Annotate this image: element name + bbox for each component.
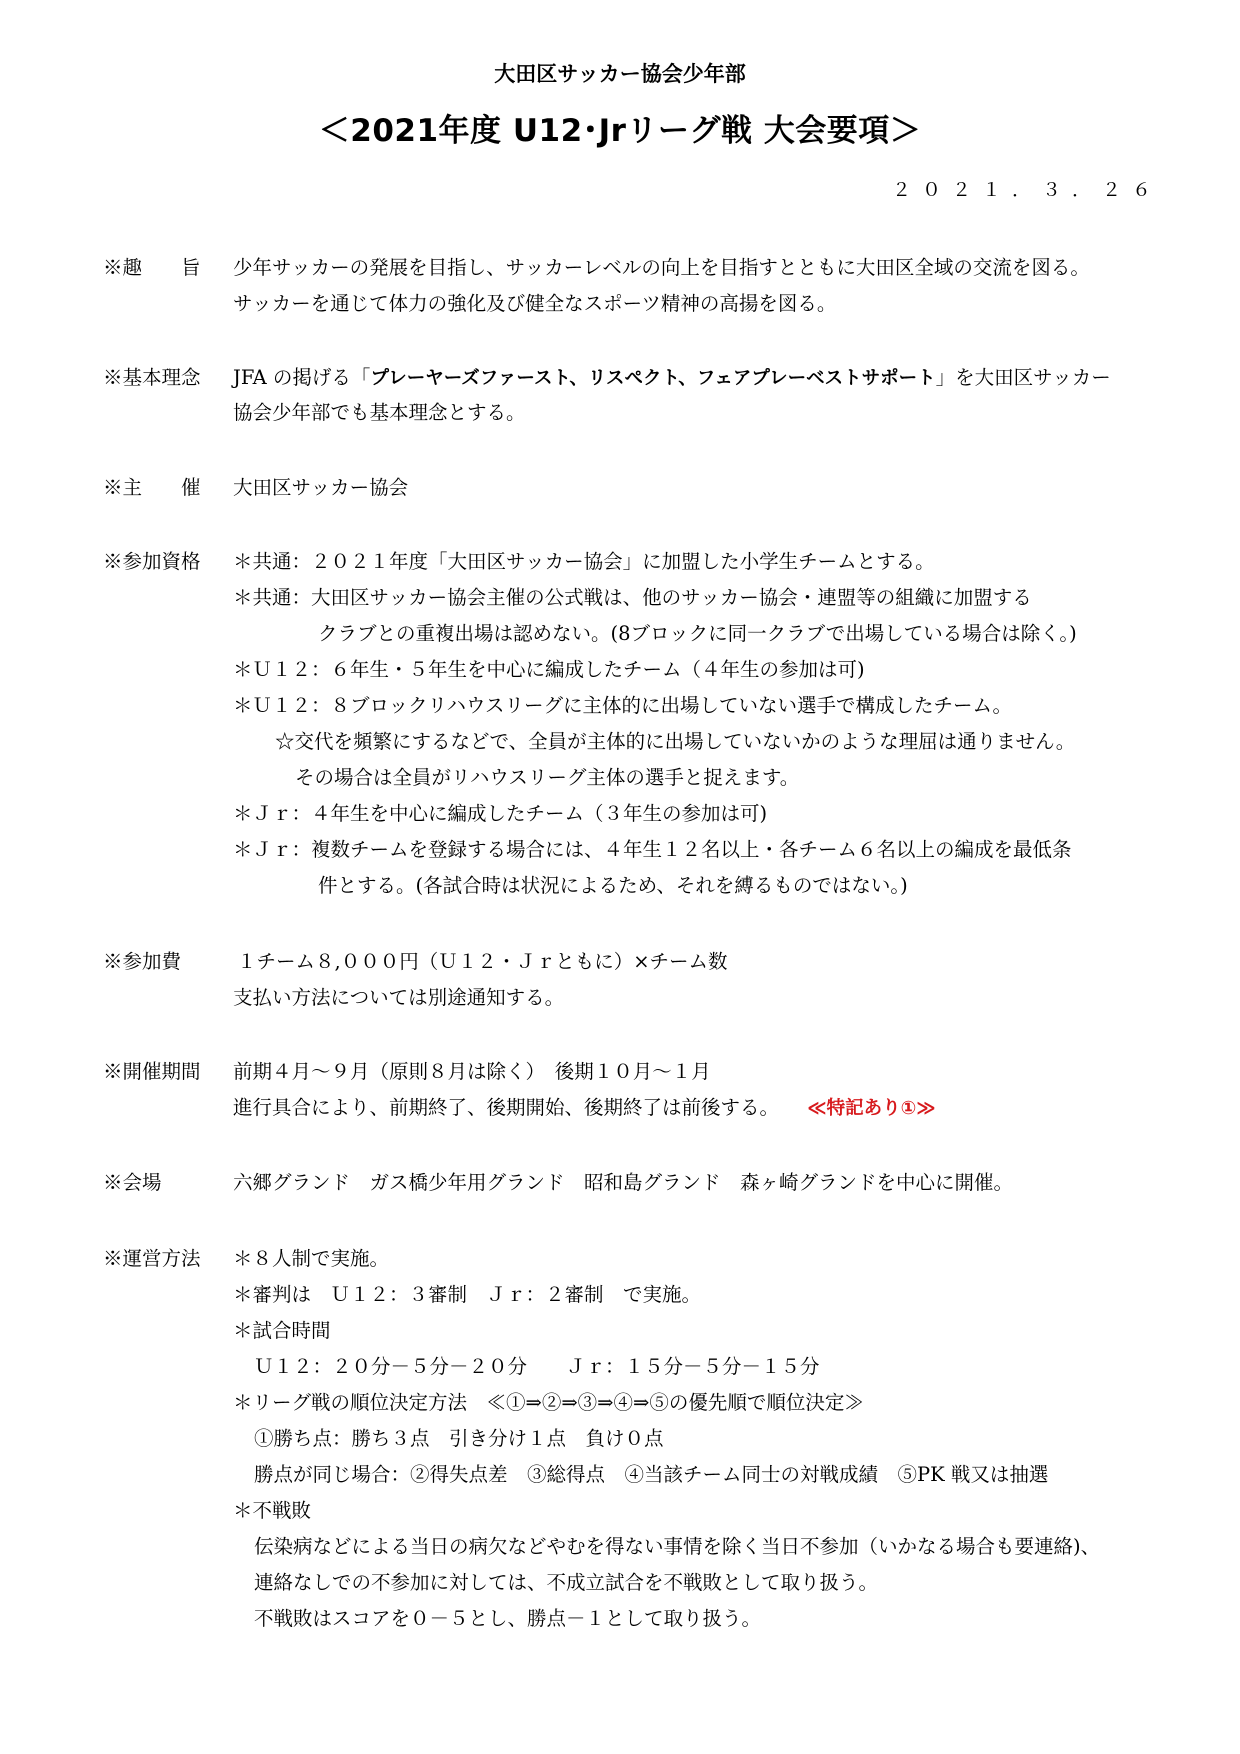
eligibility-line-1: ＊共通：２０２１年度「大田区サッカー協会」に加盟した小学生チームとする。 (233, 550, 935, 573)
eligibility-line-8: ＊Ｊｒ：４年生を中心に編成したチーム（３年生の参加は可) (233, 802, 768, 825)
philosophy-line-2: 協会少年部でも基本理念とする。 (233, 401, 526, 424)
operation-line-10: 連絡なしでの不参加に対しては、不成立試合を不戦敗として取り扱う。 (254, 1571, 879, 1594)
fee-line-1: １チーム８,０００円（Ｕ１２・Ｊｒともに）×チーム数 (237, 950, 728, 973)
eligibility-line-9: ＊Ｊｒ：複数チームを登録する場合には、４年生１２名以上・各チーム６名以上の編成を最低条 (233, 838, 1072, 861)
host-text: 大田区サッカー協会 (233, 476, 409, 499)
period-line-2-text: 進行具合により、前期終了、後期開始、後期終了は前後する。 (233, 1096, 780, 1119)
operation-line-6: ①勝ち点：勝ち３点 引き分け１点 負け０点 (254, 1427, 664, 1450)
purpose-line-1: 少年サッカーの発展を目指し、サッカーレベルの向上を目指すとともに大田区全域の交流を図る。 (233, 256, 1090, 279)
philosophy-slogan: プレーヤーズファースト、リスペクト、フェアプレーベストサポート (370, 368, 936, 389)
fee-line-2: 支払い方法については別途通知する。 (233, 986, 565, 1009)
philosophy-line-1-post: 」を大田区サッカー (935, 366, 1111, 389)
operation-line-9: 伝染病などによる当日の病欠などやむを得ない事情を除く当日不参加（いかなる場合も要連絡)、 (254, 1535, 1101, 1558)
eligibility-line-2: ＊共通：大田区サッカー協会主催の公式戦は、他のサッカー協会・連盟等の組織に加盟する (233, 586, 1032, 609)
operation-line-8: ＊不戦敗 (233, 1499, 312, 1522)
operation-line-3: ＊試合時間 (233, 1319, 331, 1342)
operation-line-11: 不戦敗はスコアを０－５とし、勝点－１として取り扱う。 (254, 1607, 762, 1630)
eligibility-line-6: ☆交代を頻繁にするなどで、全員が主体的に出場していないかのような理屈は通りません。 (275, 730, 1076, 753)
eligibility-label: ※参加資格 (103, 550, 201, 573)
eligibility-line-5: ＊Ｕ１２：８ブロックリハウスリーグに主体的に出場していない選手で構成したチーム。 (233, 694, 1013, 717)
philosophy-line-1-pre: JFA の掲げる「 (233, 366, 371, 389)
philosophy-line-1 (233, 368, 1111, 389)
document-title: ＜2021年度 U12･Jrリーグ戦 大会要項＞ (318, 113, 922, 149)
special-note-badge: ≪特記あり①≫ (807, 1098, 936, 1119)
operation-line-1: ＊８人制で実施。 (233, 1247, 390, 1270)
operation-line-2: ＊審判は Ｕ１２：３審制 Ｊｒ：２審制 で実施。 (233, 1283, 702, 1306)
host-label: ※主 催 (103, 476, 201, 499)
fee-label: ※参加費 (103, 950, 182, 973)
purpose-line-2: サッカーを通じて体力の強化及び健全なスポーツ精神の高揚を図る。 (233, 292, 837, 315)
venue-label: ※会場 (103, 1171, 162, 1194)
eligibility-line-10: 件とする。(各試合時は状況によるため、それを縛るものではない。) (318, 874, 908, 897)
eligibility-line-7: その場合は全員がリハウスリーグ主体の選手と捉えます。 (295, 766, 800, 789)
philosophy-label: ※基本理念 (103, 366, 201, 389)
period-line-2 (233, 1098, 936, 1119)
venue-text: 六郷グランド ガス橋少年用グランド 昭和島グランド 森ヶ崎グランドを中心に開催。 (233, 1171, 1014, 1194)
issue-date: ２０２１．３．２６ (891, 179, 1162, 201)
operation-line-4: Ｕ１２：２０分－５分－２０分 Ｊｒ：１５分－５分－１５分 (254, 1355, 820, 1378)
organization-name: 大田区サッカー協会少年部 (494, 62, 746, 86)
eligibility-line-3: クラブとの重複出場は認めない。(8ブロックに同一クラブで出場している場合は除く。) (318, 622, 1077, 645)
period-line-1: 前期４月～９月（原則８月は除く） 後期１０月～１月 (233, 1060, 711, 1083)
purpose-label: ※趣 旨 (103, 256, 201, 279)
operation-label: ※運営方法 (103, 1247, 201, 1270)
period-label: ※開催期間 (103, 1060, 201, 1083)
operation-line-7: 勝点が同じ場合：②得失点差 ③総得点 ④当該チーム同士の対戦成績 ⑤PK 戦又は抽選 (254, 1463, 1049, 1486)
eligibility-line-4: ＊Ｕ１２：６年生・５年生を中心に編成したチーム（４年生の参加は可) (233, 658, 865, 681)
operation-line-5: ＊リーグ戦の順位決定方法 ≪①⇒②⇒③⇒④⇒⑤の優先順で順位決定≫ (233, 1391, 864, 1414)
